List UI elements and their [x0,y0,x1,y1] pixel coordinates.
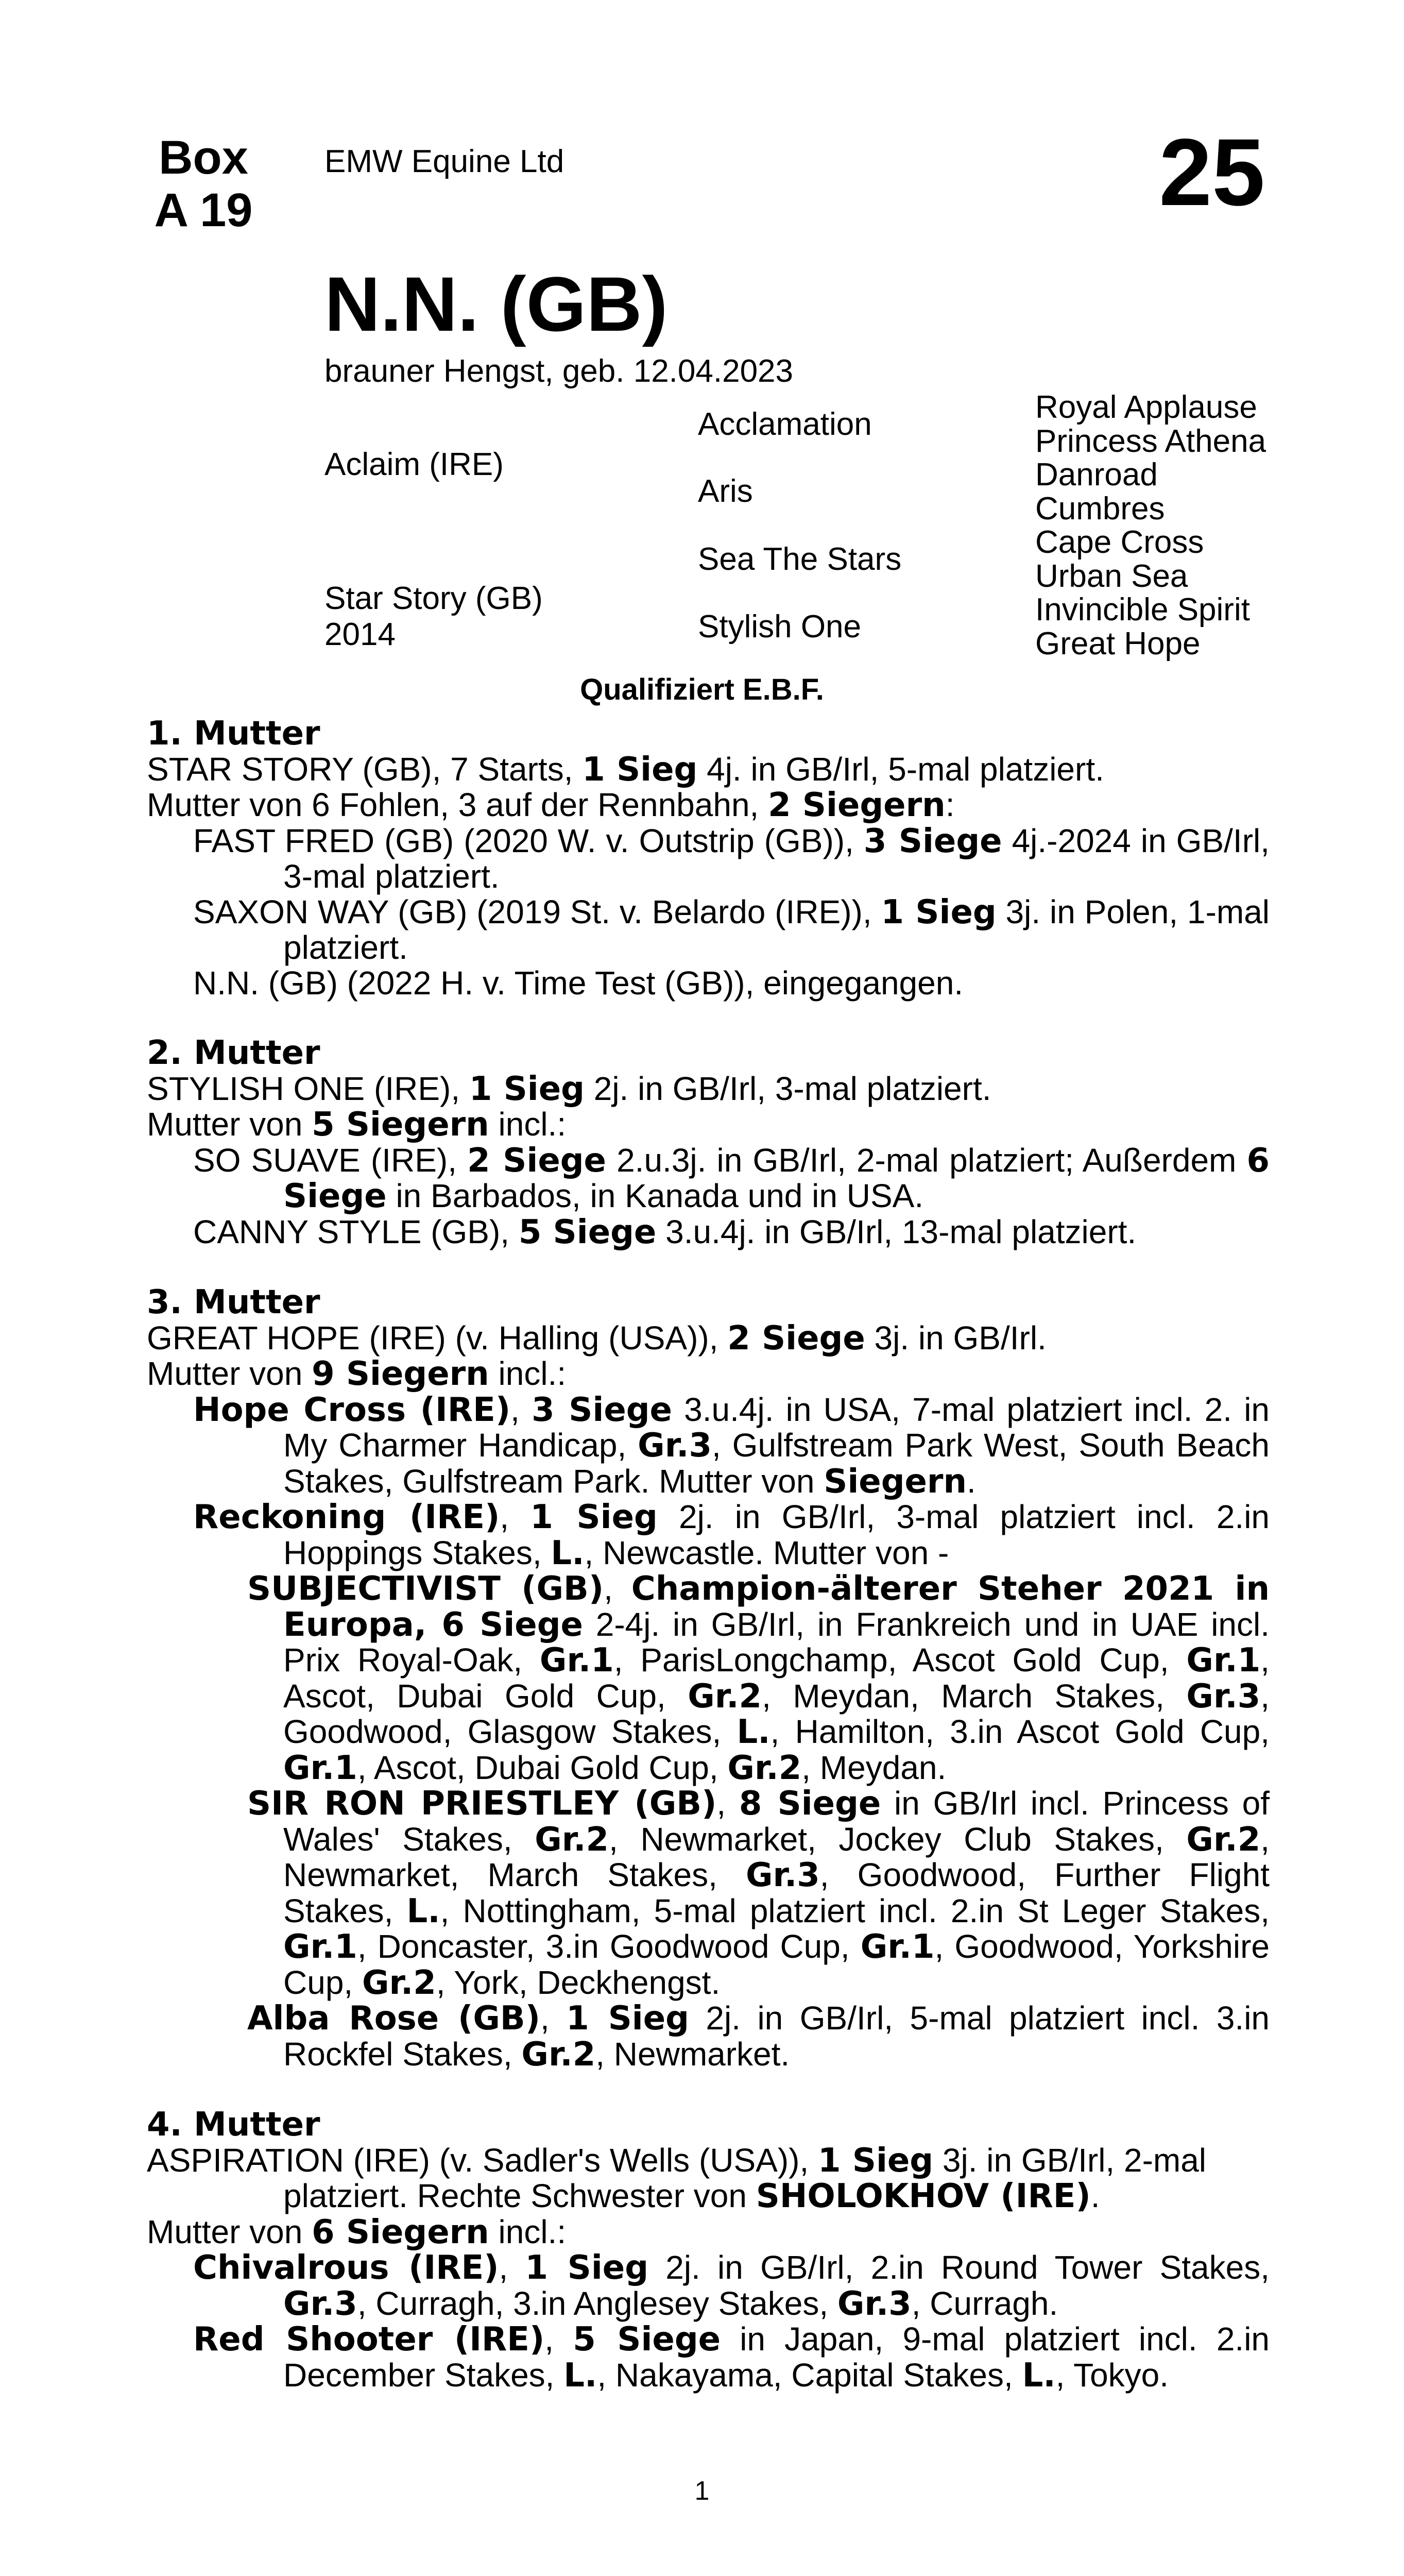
section-heading: 3. Mutter [147,1283,320,1321]
section-heading: 2. Mutter [147,1034,320,1072]
bold-text: Gr.2 [1186,1820,1261,1859]
entry-text: 2j. in GB/Irl, 5-mal platziert incl. 3.in Rockfel Stakes, [283,1999,1270,2073]
entry-text: incl.: [489,1106,567,1143]
pedigree-entry [147,752,1270,788]
horse-description: brauner Hengst, geb. 12.04.2023 [324,353,794,389]
bold-text: L. [563,2356,597,2395]
entry-text: 2j. in GB/Irl, 3-mal platziert. [584,1070,991,1107]
bold-text: Gr.3 [638,1427,712,1465]
bold-text: Hope Cross (IRE) [193,1391,511,1429]
bold-text: 5 Siege [573,2320,721,2359]
pedigree-entry [147,2143,1270,2214]
entry-text: in Japan, 9-mal platziert incl. 2.in December Stakes, [283,2320,1270,2394]
bold-text: 5 Siegern [312,1106,489,1144]
pedigree-gen3-4: Cumbres [1035,491,1165,527]
pedigree-entry [147,2001,1270,2072]
entry-text: Mutter von 6 Fohlen, 3 auf der Rennbahn, [147,786,768,823]
consignor-name: EMW Equine Ltd [324,144,564,179]
entry-text: , Goodwood, Yorkshire Cup, [283,1928,1270,2001]
entry-text: Mutter von [147,2213,312,2250]
lot-number: 25 [1159,120,1265,226]
entry-text: , [716,1785,739,1822]
qualification-note: Qualifiziert E.B.F. [580,673,824,706]
dam-section-1 [147,716,1270,1001]
bold-text: 1 Sieg [818,2141,934,2180]
entry-text: 3.u.4j. in GB/Irl, 13-mal platziert. [656,1213,1137,1250]
entry-text: , [500,1498,530,1535]
entry-text: , Ascot, Dubai Gold Cup, [357,1749,728,1786]
box-number: A 19 [154,184,253,236]
entry-text: SAXON WAY (GB) (2019 St. v. Belardo (IRE)), [193,893,881,930]
bold-text: 6 Siege [283,1141,1270,1215]
entry-text: 2j. in GB/Irl, 2.in Round Tower Stakes, [648,2249,1270,2286]
pedigree-gen3-2: Princess Athena [1035,423,1266,459]
pedigree-entry [147,2250,1270,2321]
pedigree-entry [147,1320,1270,1357]
bold-text: SUBJECTIVIST (GB) [247,1570,604,1608]
pedigree-sire-sire: Acclamation [698,406,872,442]
entry-text: , Doncaster, 3.in Goodwood Cup, [357,1928,861,1965]
pedigree-entry [147,1499,1270,1571]
bold-text: 3 Siege [532,1391,672,1429]
bold-text: 9 Siegern [312,1355,489,1393]
entry-text: in Barbados, in Kanada und in USA. [386,1177,924,1214]
section-heading: 1. Mutter [147,715,320,753]
bold-text: 1 Sieg [881,893,997,931]
page-number: 1 [694,2476,710,2506]
pedigree-entry [147,1571,1270,1786]
entry-text: 3.u.4j. in USA, 7-mal platziert incl. 2. in My Charmer Handicap, [283,1391,1270,1464]
entry-text: STYLISH ONE (IRE), [147,1070,469,1107]
bold-text: 8 Siege [739,1785,881,1823]
bold-text: L. [406,1892,440,1930]
bold-text: 1 Sieg [582,750,698,789]
entry-text: incl.: [489,1355,567,1392]
entry-text: , Curragh. [911,2284,1058,2322]
bold-text: 1 Sieg [469,1070,585,1108]
section-gap [147,1250,1270,1285]
entry-text: , Hamilton, 3.in Ascot Gold Cup, [770,1713,1270,1750]
bold-text: Gr.1 [860,1928,935,1966]
entry-text: 3j. in Polen, 1-mal platziert. [283,893,1270,966]
entry-text: , Gulfstream Park West, South Beach Stakes, Gulfstream Park. Mutter von [283,1427,1270,1500]
pedigree-dam: Star Story (GB) [324,581,543,616]
dam-section-4 [147,2107,1270,2393]
pedigree-gen3-3: Danroad [1035,457,1158,493]
entry-text: , Newcastle. Mutter von - [584,1534,949,1571]
pedigree-dam-year: 2014 [324,617,396,652]
bold-text: Gr.1 [1186,1641,1261,1680]
bold-text: Gr.3 [1186,1677,1261,1716]
bold-text: Reckoning (IRE) [193,1498,500,1536]
bold-text: Champion-älterer Steher 2021 in Europa, 6 Siege [283,1570,1270,1644]
bold-text: Alba Rose (GB) [247,1999,540,2038]
entry-text: N.N. (GB) (2022 H. v. Time Test (GB)), eingegangen. [193,964,964,1002]
entry-text: 4j.-2024 in GB/Irl, 3-mal platziert. [283,822,1270,895]
bold-text: 2 Siegern [768,786,946,824]
entry-text: . [967,1462,976,1500]
pedigree-gen3-8: Great Hope [1035,626,1201,662]
entry-text: , Newmarket, March Stakes, [283,1820,1270,1893]
entry-text: , Meydan, March Stakes, [762,1677,1187,1715]
entry-text: 4j. in GB/Irl, 5-mal platziert. [697,750,1104,788]
pedigree-gen3-1: Royal Applause [1035,389,1257,425]
entry-text: , ParisLongchamp, Ascot Gold Cup, [613,1641,1187,1679]
section-gap [147,1001,1270,1036]
entry-text: ASPIRATION (IRE) (v. Sadler's Wells (USA)), [147,2141,818,2179]
bold-text: Gr.3 [745,1856,820,1894]
pedigree-entry [147,1786,1270,2001]
bold-text: 1 Sieg [530,1498,658,1536]
entry-text: . [1090,2177,1100,2214]
entry-text: 2-4j. in GB/Irl, in Frankreich und in UAE incl. Prix Royal-Oak, [283,1605,1270,1679]
entry-text: , [544,2320,573,2358]
bold-text: Red Shooter (IRE) [193,2320,545,2359]
pedigree-entry [147,894,1270,965]
pedigree-gen3-5: Cape Cross [1035,524,1204,560]
bold-text: 1 Sieg [525,2249,649,2287]
bold-text: 1 Sieg [566,1999,689,2038]
entry-text: , Meydan. [801,1749,947,1786]
entry-text: , Goodwood, Glasgow Stakes, [283,1677,1270,1750]
bold-text: Gr.3 [283,2284,357,2323]
pedigree-dam-sire: Sea The Stars [698,541,902,577]
entry-text: Mutter von [147,1355,312,1392]
entry-text: incl.: [489,2213,567,2250]
dam-line [147,716,1270,2393]
entry-text: GREAT HOPE (IRE) (v. Halling (USA)), [147,1319,728,1357]
entry-text: SO SUAVE (IRE), [193,1141,468,1179]
pedigree-entry [147,787,1270,823]
bold-text: Gr.1 [283,1928,357,1966]
pedigree-entry [147,1107,1270,1143]
entry-text: 2.u.3j. in GB/Irl, 2-mal platziert; Außerdem [606,1141,1247,1179]
entry-text: , [604,1570,631,1607]
pedigree-entry [147,823,1270,894]
entry-text: , [499,2249,525,2286]
box-label [149,131,258,236]
box-title: Box [159,131,248,184]
bold-text: 2 Siege [467,1141,606,1180]
section-heading: 4. Mutter [147,2106,320,2144]
bold-text: L. [737,1713,771,1751]
pedigree-entry [147,1392,1270,1500]
bold-text: Gr.2 [521,2035,596,2074]
bold-text: L. [1022,2356,1056,2395]
bold-text: SHOLOKHOV (IRE) [756,2177,1091,2215]
entry-text: , York, Deckhengst. [436,1963,721,2001]
entry-text: , Newmarket. [595,2035,790,2073]
pedigree-entry [147,2321,1270,2393]
entry-text: : [945,786,955,823]
entry-text: Mutter von [147,1106,312,1143]
bold-text: Gr.1 [539,1641,614,1680]
horse-name: N.N. (GB) [324,261,668,347]
bold-text: Siegern [824,1462,967,1501]
entry-text: , Curragh, 3.in Anglesey Stakes, [357,2284,837,2322]
entry-text: STAR STORY (GB), 7 Starts, [147,750,583,788]
section-gap [147,2072,1270,2107]
entry-text: in GB/Irl incl. Princess of Wales' Stakes, [283,1785,1270,1858]
pedigree-dam-dam: Stylish One [698,609,862,645]
pedigree-sire: Aclaim (IRE) [324,447,504,482]
entry-text: , Goodwood, Further Flight Stakes, [283,1856,1270,1929]
entry-text: , [540,1999,567,2037]
bold-text: Gr.2 [535,1820,609,1859]
bold-text: 6 Siegern [312,2213,489,2251]
entry-text: , Tokyo. [1055,2356,1169,2394]
pedigree-entry [147,965,1270,1001]
dam-section-2 [147,1036,1270,1250]
bold-text: Gr.2 [727,1749,802,1787]
pedigree-gen3-6: Urban Sea [1035,558,1188,594]
entry-text: FAST FRED (GB) (2020 W. v. Outstrip (GB)), [193,822,864,859]
entry-text: 3j. in GB/Irl. [865,1319,1047,1357]
entry-text: , Newmarket, Jockey Club Stakes, [609,1820,1187,1858]
pedigree-entry [147,1143,1270,1214]
dam-section-3 [147,1285,1270,2072]
entry-text: 2j. in GB/Irl, 3-mal platziert incl. 2.in Hoppings Stakes, [283,1498,1270,1571]
pedigree-entry [147,1214,1270,1250]
bold-text: Gr.1 [283,1749,357,1787]
entry-text: , [510,1391,532,1428]
pedigree-entry [147,1356,1270,1392]
pedigree-entry [147,2214,1270,2250]
bold-text: Chivalrous (IRE) [193,2249,499,2287]
entry-text: , Nakayama, Capital Stakes, [597,2356,1022,2394]
bold-text: Gr.2 [362,1963,436,2002]
pedigree-sire-dam: Aris [698,473,753,509]
bold-text: Gr.3 [837,2284,912,2323]
bold-text: Gr.2 [688,1677,762,1716]
entry-text: , Nottingham, 5-mal platziert incl. 2.in St Leger Stakes, [440,1892,1270,1929]
bold-text: 5 Siege [518,1213,657,1251]
pedigree-gen3-7: Invincible Spirit [1035,592,1250,628]
bold-text: L. [551,1534,585,1572]
entry-text: , Ascot, Dubai Gold Cup, [283,1641,1270,1715]
bold-text: 2 Siege [727,1319,865,1358]
entry-text: 3j. in GB/Irl, 2-mal platziert. Rechte Schwester von [283,2141,1206,2214]
bold-text: SIR RON PRIESTLEY (GB) [247,1785,717,1823]
entry-text: CANNY STYLE (GB), [193,1213,519,1250]
pedigree-entry [147,1071,1270,1107]
bold-text: 3 Siege [863,822,1002,860]
